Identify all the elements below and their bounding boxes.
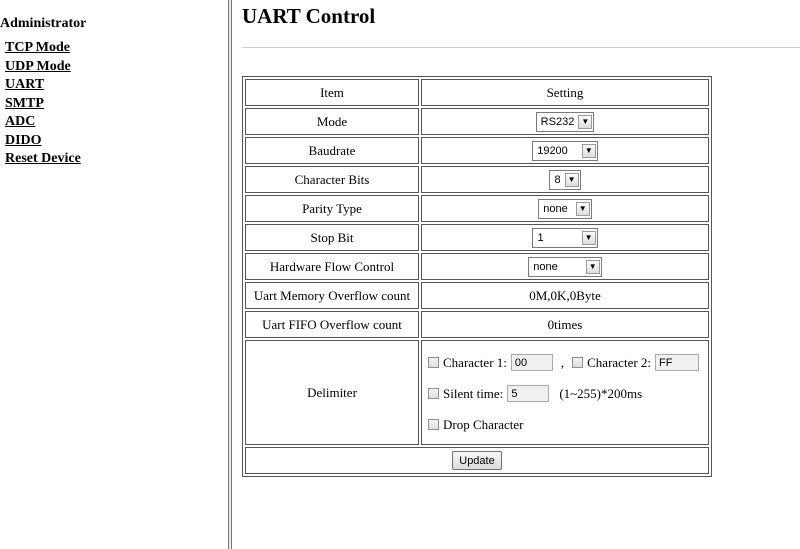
uart-settings-table bbox=[242, 76, 712, 477]
table-row-update bbox=[245, 447, 709, 474]
table-row-delimiter bbox=[245, 340, 709, 445]
header-setting: Setting bbox=[421, 79, 709, 106]
hardware-flow-control-label: Hardware Flow Control bbox=[245, 253, 419, 280]
chevron-down-icon: ▼ bbox=[576, 202, 590, 216]
character-2-input[interactable]: FF bbox=[655, 354, 699, 371]
table-row-character-bits bbox=[245, 166, 709, 193]
chevron-down-icon: ▼ bbox=[582, 231, 596, 245]
table-row-mode bbox=[245, 108, 709, 135]
delimiter-drop-line bbox=[428, 409, 702, 440]
hardware-flow-control-select-value: none bbox=[533, 260, 558, 273]
stop-bit-select-value: 1 bbox=[537, 231, 544, 244]
nav-link-smtp[interactable]: SMTP bbox=[5, 95, 44, 111]
page-title: UART Control bbox=[242, 4, 376, 28]
table-row-memory-overflow bbox=[245, 282, 709, 309]
nav-link-uart[interactable]: UART bbox=[5, 77, 45, 92]
silent-time-checkbox[interactable] bbox=[428, 388, 439, 399]
nav-item-smtp bbox=[5, 94, 81, 113]
nav-item-tcp-mode bbox=[5, 38, 81, 57]
stop-bit-label: Stop Bit bbox=[245, 224, 419, 251]
table-row-hardware-flow-control bbox=[245, 253, 709, 280]
table-row-stop-bit bbox=[245, 224, 709, 251]
nav-link-udp-mode[interactable]: UDP Mode bbox=[5, 58, 71, 74]
nav-item-uart bbox=[5, 75, 81, 94]
hardware-flow-control-select[interactable] bbox=[528, 257, 601, 277]
nav-heading: Administrator bbox=[0, 16, 87, 31]
nav-link-reset-device[interactable]: Reset Device bbox=[5, 151, 81, 166]
delimiter-characters-line bbox=[428, 347, 702, 378]
drop-character-label: Drop Character bbox=[443, 416, 524, 432]
baudrate-select-value: 19200 bbox=[537, 144, 568, 157]
parity-type-cell bbox=[421, 195, 709, 222]
baudrate-cell bbox=[421, 137, 709, 164]
table-row-baudrate bbox=[245, 137, 709, 164]
character-1-input[interactable]: 00 bbox=[511, 354, 553, 371]
stop-bit-cell bbox=[421, 224, 709, 251]
table-header-row bbox=[245, 79, 709, 106]
delimiter-cell bbox=[421, 340, 709, 445]
header-item: Item bbox=[245, 79, 419, 106]
character-bits-select[interactable] bbox=[549, 170, 580, 190]
silent-time-input[interactable]: 5 bbox=[507, 385, 549, 402]
nav-frame bbox=[0, 0, 228, 549]
character-2-label: Character 2: bbox=[587, 354, 652, 370]
silent-time-unit: (1~255)*200ms bbox=[559, 385, 643, 401]
fifo-overflow-value: 0times bbox=[421, 311, 709, 338]
delimiter-silent-line bbox=[428, 378, 702, 409]
update-button[interactable]: Update bbox=[452, 451, 501, 470]
delimiter-label: Delimiter bbox=[245, 340, 419, 445]
nav-link-dido[interactable]: DIDO bbox=[5, 132, 42, 148]
parity-type-select-value: none bbox=[543, 202, 568, 215]
memory-overflow-label: Uart Memory Overflow count bbox=[245, 282, 419, 309]
mode-cell bbox=[421, 108, 709, 135]
main-frame bbox=[232, 0, 800, 549]
chevron-down-icon: ▼ bbox=[578, 115, 592, 129]
mode-select-value: RS232 bbox=[540, 115, 575, 128]
mode-label: Mode bbox=[245, 108, 419, 135]
silent-time-label: Silent time: bbox=[443, 385, 504, 401]
character-bits-label: Character Bits bbox=[245, 166, 419, 193]
nav-link-adc[interactable]: ADC bbox=[5, 114, 36, 129]
character-separator: , bbox=[560, 354, 565, 370]
baudrate-select[interactable] bbox=[532, 141, 598, 161]
chevron-down-icon: ▼ bbox=[565, 173, 579, 187]
nav-item-reset-device bbox=[5, 149, 81, 168]
nav-link-tcp-mode[interactable]: TCP Mode bbox=[5, 40, 70, 55]
chevron-down-icon: ▼ bbox=[586, 260, 600, 274]
parity-type-select[interactable] bbox=[538, 199, 591, 219]
title-divider bbox=[242, 47, 800, 49]
hardware-flow-control-cell bbox=[421, 253, 709, 280]
fifo-overflow-label: Uart FIFO Overflow count bbox=[245, 311, 419, 338]
stop-bit-select[interactable] bbox=[532, 228, 597, 248]
character-bits-cell bbox=[421, 166, 709, 193]
character-1-checkbox[interactable] bbox=[428, 357, 439, 368]
character-bits-select-value: 8 bbox=[554, 173, 561, 186]
drop-character-checkbox[interactable] bbox=[428, 419, 439, 430]
character-1-label: Character 1: bbox=[443, 354, 507, 370]
update-cell bbox=[245, 447, 709, 474]
character-2-checkbox[interactable] bbox=[572, 357, 583, 368]
nav-item-udp-mode bbox=[5, 57, 81, 76]
mode-select[interactable] bbox=[536, 112, 595, 132]
chevron-down-icon: ▼ bbox=[582, 144, 596, 158]
parity-type-label: Parity Type bbox=[245, 195, 419, 222]
nav-item-dido bbox=[5, 131, 81, 150]
baudrate-label: Baudrate bbox=[245, 137, 419, 164]
table-row-parity-type bbox=[245, 195, 709, 222]
table-row-fifo-overflow bbox=[245, 311, 709, 338]
nav-item-adc bbox=[5, 112, 81, 131]
nav-list bbox=[5, 38, 81, 168]
memory-overflow-value: 0M,0K,0Byte bbox=[421, 282, 709, 309]
